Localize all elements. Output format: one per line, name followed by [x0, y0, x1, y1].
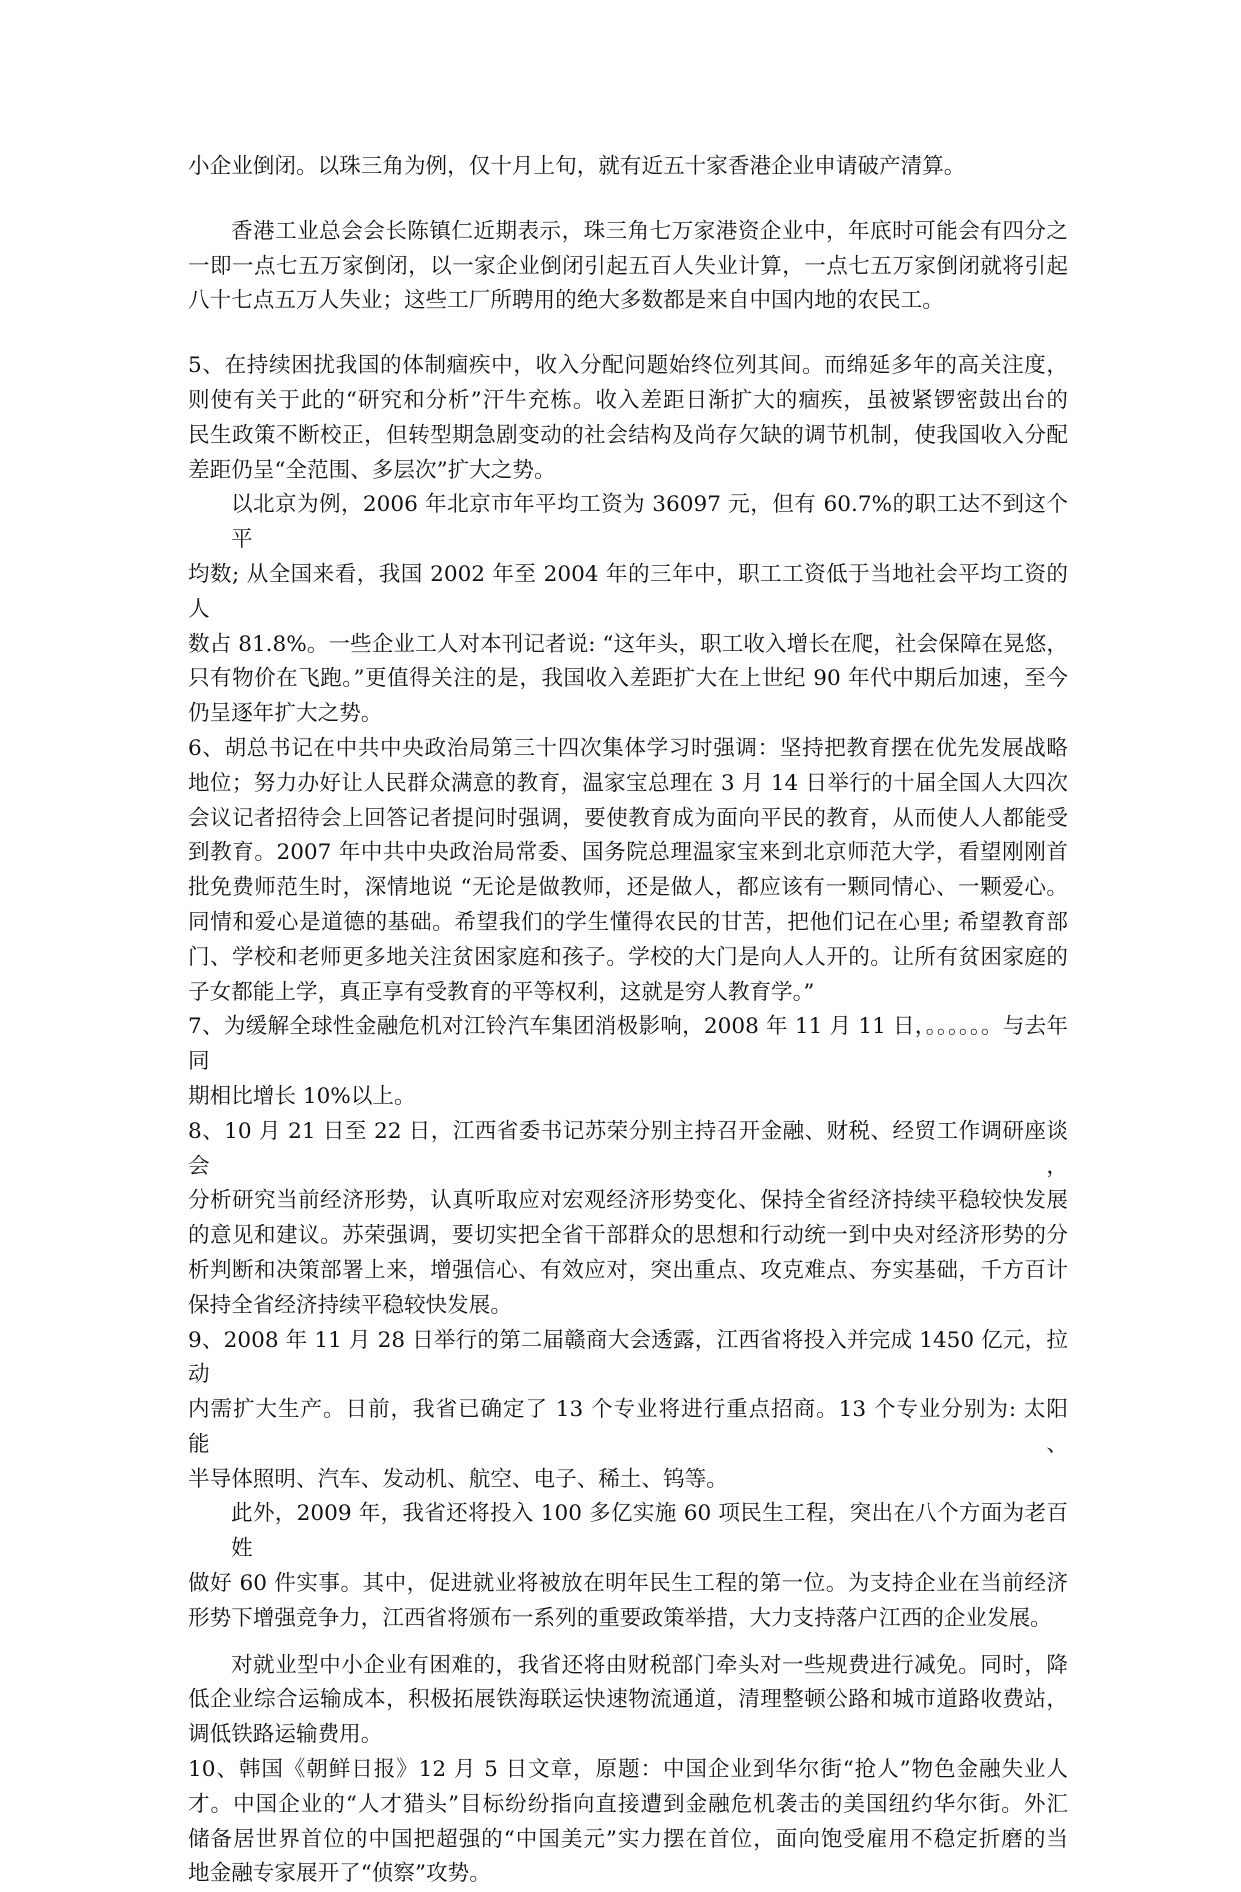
text-line: 半导体照明、汽车、发动机、航空、电子、稀土、钨等。: [188, 1466, 728, 1492]
text-line: 对就业型中小企业有困难的，我省还将由财税部门牵头对一些规费进行减免。同时，降: [231, 1652, 1068, 1678]
paragraph: [188, 488, 1068, 732]
text-line: 差距仍呈“全范围、多层次”扩大之势。: [188, 457, 556, 483]
text-line: 内需扩大生产。日前，我省已确定了 13 个专业将进行重点招商。13 个专业分别为: 太阳能、: [188, 1397, 1068, 1457]
text-block-items-10: [188, 1649, 1068, 1892]
text-line: 低企业综合运输成本，积极拓展铁海联运快速物流通道，清理整顿公路和城市道路收费站，: [188, 1687, 1068, 1713]
text-line: 5、在持续困扰我国的体制痼疾中，收入分配问题始终位列其间。而绵延多年的高关注度，: [188, 353, 1068, 379]
text-block-items-5-9: [188, 349, 1068, 1636]
text-line: 则使有关于此的“研究和分析”汗牛充栋。收入差距日渐扩大的痼疾，虽被紧锣密鼓出台的: [188, 387, 1068, 413]
text-line: 7、为缓解全球性金融危机对江铃汽车集团消极影响，2008 年 11 月 11 日，。。。。。。与去年同: [188, 1014, 1068, 1075]
text-block-intro: [188, 150, 1068, 185]
text-line: 到教育。2007 年中共中央政治局常委、国务院总理温家宝来到北京师范大学，看望刚刚首: [188, 840, 1068, 866]
text-block-hk-industry: [188, 215, 1068, 319]
text-line: 八十七点五万人失业；这些工厂所聘用的绝大多数都是来自中国内地的农民工。: [188, 288, 944, 314]
text-line: 9、2008 年 11 月 28 日举行的第二届赣商大会透露，江西省将投入并完成 1450 亿元，拉动: [188, 1327, 1068, 1388]
paragraph: [188, 1753, 1068, 1892]
text-line: 仍呈逐年扩大之势。: [188, 701, 383, 727]
text-line: 做好 60 件实事。其中，促进就业将被放在明年民生工程的第一位。为支持企业在当前经济: [188, 1571, 1068, 1597]
paragraph: [188, 1649, 1068, 1753]
text-line: 门、学校和老师更多地关注贫困家庭和孩子。学校的大门是向人人开的。让所有贫困家庭的: [188, 944, 1068, 970]
text-line: 分析研究当前经济形势，认真听取应对宏观经济形势变化、保持全省经济持续平稳较快发展: [188, 1188, 1068, 1214]
text-line: 调低铁路运输费用。: [188, 1722, 383, 1748]
text-line: 6、胡总书记在中共中央政治局第三十四次集体学习时强调：坚持把教育摆在优先发展战略: [188, 735, 1068, 761]
text-line: 保持全省经济持续平稳较快发展。: [188, 1292, 512, 1318]
text-line: 会议记者招待会上回答记者提问时强调，要使教育成为面向平民的教育，从而使人人都能受: [188, 805, 1068, 831]
text-line: 储备居世界首位的中国把超强的“中国美元”实力摆在首位，面向饱受雇用不稳定折磨的当: [188, 1826, 1068, 1852]
text-line: 地位；努力办好让人民群众满意的教育，温家宝总理在 3 月 14 日举行的十届全国人大四次: [188, 770, 1068, 796]
text-line: 均数; 从全国来看，我国 2002 年至 2004 年的三年中，职工工资低于当地社会平均工资的人: [188, 561, 1068, 622]
paragraph: [188, 1010, 1068, 1114]
text-line: 10、韩国《朝鲜日报》12 月 5 日文章，原题：中国企业到华尔街“抢人”物色金融失业人: [188, 1757, 1068, 1783]
text-line: 数占 81.8%。一些企业工人对本刊记者说: “这年头，职工收入增长在爬，社会保障在晃悠，: [188, 631, 1068, 657]
text-line: 的意见和建议。苏荣强调，要切实把全省干部群众的思想和行动统一到中央对经济形势的分: [188, 1223, 1068, 1249]
text-line: 才。中国企业的“人才猎头”目标纷纷指向直接遭到金融危机袭击的美国纽约华尔街。外汇: [188, 1791, 1068, 1817]
text-line: 析判断和决策部署上来，增强信心、有效应对，突出重点、攻克难点、夯实基础，千方百计: [188, 1257, 1068, 1283]
paragraph: [188, 1497, 1068, 1636]
paragraph: [188, 150, 1068, 185]
paragraph: [188, 349, 1068, 488]
text-line: 香港工业总会会长陈镇仁近期表示，珠三角七万家港资企业中，年底时可能会有四分之: [231, 218, 1068, 244]
text-line: 只有物价在飞跑。”更值得关注的是，我国收入差距扩大在上世纪 90 年代中期后加速，至今: [188, 666, 1068, 692]
text-line: 地金融专家展开了“侦察”攻势。: [188, 1861, 491, 1887]
text-line: 形势下增强竞争力，江西省将颁布一系列的重要政策举措，大力支持落户江西的企业发展。: [188, 1605, 1052, 1631]
text-line: 期相比增长 10%以上。: [188, 1083, 416, 1109]
paragraph: [188, 1324, 1068, 1498]
text-line: 子女都能上学，真正享有受教育的平等权利，这就是穷人教育学。”: [188, 979, 815, 1005]
text-line: 一即一点七五万家倒闭，以一家企业倒闭引起五百人失业计算，一点七五万家倒闭就将引起: [188, 253, 1068, 279]
text-line: 批免费师范生时，深情地说 “无论是做教师，还是做人，都应该有一颗同情心、一颗爱心。: [188, 875, 1068, 901]
paragraph: [188, 215, 1068, 319]
paragraph: [188, 1115, 1068, 1324]
text-line: 同情和爱心是道德的基础。希望我们的学生懂得农民的甘苦，把他们记在心里; 希望教育部: [188, 909, 1068, 935]
text-line: 8、10 月 21 日至 22 日，江西省委书记苏荣分别主持召开金融、财税、经贸工作调研座谈会，: [188, 1118, 1068, 1179]
text-line: 此外，2009 年，我省还将投入 100 多亿实施 60 项民生工程，突出在八个方面为老百姓: [231, 1501, 1068, 1562]
text-line: 小企业倒闭。以珠三角为例，仅十月上旬，就有近五十家香港企业申请破产清算。: [188, 154, 966, 179]
paragraph: [188, 732, 1068, 1010]
text-line: 以北京为例，2006 年北京市年平均工资为 36097 元，但有 60.7%的职工达不到这个平: [231, 492, 1068, 553]
text-line: 民生政策不断校正，但转型期急剧变动的社会结构及尚存欠缺的调节机制，使我国收入分配: [188, 422, 1068, 448]
